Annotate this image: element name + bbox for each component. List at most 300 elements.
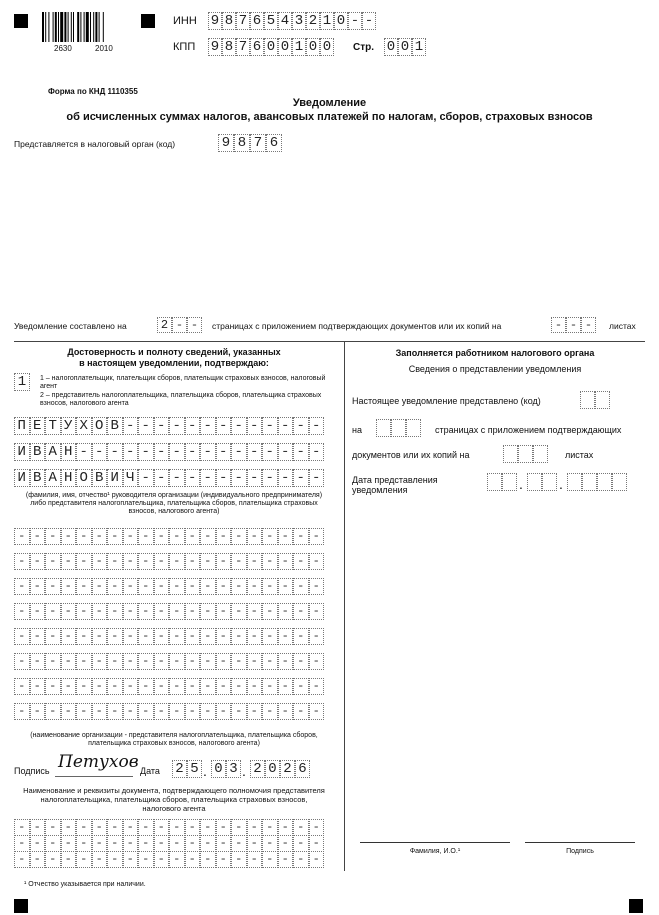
input-cell: - <box>200 835 216 852</box>
input-cell: - <box>30 528 46 545</box>
input-cell: 1 <box>292 38 306 56</box>
input-cell: - <box>107 819 123 836</box>
input-cell: 0 <box>265 760 280 778</box>
input-cell: - <box>30 819 46 836</box>
input-cell: - <box>169 528 185 545</box>
input-cell: - <box>14 653 30 670</box>
input-cell: 9 <box>208 38 222 56</box>
input-cell: - <box>107 528 123 545</box>
input-cell: - <box>45 703 61 720</box>
input-cell: - <box>107 653 123 670</box>
input-cell: - <box>309 443 325 461</box>
input-cell <box>502 473 517 491</box>
input-cell: - <box>14 835 30 852</box>
input-cell: - <box>262 443 278 461</box>
input-cell: О <box>76 469 92 487</box>
input-cell: - <box>200 819 216 836</box>
received-date-month[interactable] <box>527 473 557 491</box>
input-cell: - <box>309 851 325 868</box>
input-cell: 0 <box>320 38 334 56</box>
date-label: Дата <box>140 766 160 776</box>
input-cell: 0 <box>384 38 398 56</box>
input-cell: - <box>123 835 139 852</box>
input-cell: А <box>45 469 61 487</box>
empty-row[interactable] <box>14 678 324 695</box>
pages-count-field[interactable] <box>157 317 202 333</box>
input-cell: - <box>61 819 77 836</box>
input-cell: - <box>154 653 170 670</box>
input-cell: 7 <box>236 38 250 56</box>
barcode-number-right: 2010 <box>95 44 113 53</box>
date-separator: . <box>559 476 563 492</box>
input-cell: - <box>92 678 108 695</box>
input-cell: - <box>30 851 46 868</box>
input-cell: - <box>76 443 92 461</box>
input-cell: - <box>61 703 77 720</box>
input-cell: 8 <box>222 12 236 30</box>
date-month-field[interactable] <box>211 760 241 778</box>
input-cell: - <box>293 417 309 435</box>
input-cell: Ч <box>123 469 139 487</box>
form-title: Уведомление <box>292 97 367 109</box>
empty-row[interactable] <box>14 835 324 852</box>
input-cell: - <box>231 703 247 720</box>
input-cell: - <box>123 678 139 695</box>
inn-label: ИНН <box>173 15 197 27</box>
input-cell: 9 <box>218 134 234 152</box>
barcode-bar <box>99 12 100 42</box>
input-cell: 0 <box>334 12 348 30</box>
form-subtitle: об исчисленных суммах налогов, авансовых платежей по налогам, сборов, страховых взносов <box>66 111 593 123</box>
received-code-field[interactable] <box>580 391 610 409</box>
input-cell: - <box>123 528 139 545</box>
input-cell: Н <box>61 443 77 461</box>
docs-label: документов или их копий на <box>352 450 470 460</box>
input-cell: - <box>92 835 108 852</box>
input-cell: - <box>200 417 216 435</box>
input-cell: - <box>262 603 278 620</box>
kpp-field[interactable] <box>208 38 334 56</box>
input-cell: - <box>185 703 201 720</box>
input-cell: А <box>45 443 61 461</box>
input-cell: 6 <box>266 134 282 152</box>
input-cell: - <box>278 653 294 670</box>
input-cell: - <box>45 553 61 570</box>
input-cell: 0 <box>278 38 292 56</box>
input-cell: - <box>247 528 263 545</box>
input-cell: - <box>231 528 247 545</box>
input-cell: 7 <box>250 134 266 152</box>
input-cell: 6 <box>250 12 264 30</box>
input-cell: - <box>278 851 294 868</box>
input-cell: - <box>154 528 170 545</box>
page-number-field[interactable] <box>384 38 426 56</box>
barcode-bar <box>95 12 97 42</box>
input-cell: - <box>278 443 294 461</box>
input-cell: - <box>231 553 247 570</box>
input-cell: - <box>107 835 123 852</box>
input-cell: - <box>154 443 170 461</box>
input-cell: - <box>76 578 92 595</box>
empty-row[interactable] <box>14 553 324 570</box>
input-cell: - <box>278 553 294 570</box>
input-cell: И <box>14 469 30 487</box>
input-cell: - <box>216 653 232 670</box>
tax-organ-code-field[interactable] <box>218 134 282 152</box>
date-day-field[interactable] <box>172 760 202 778</box>
input-cell: - <box>154 819 170 836</box>
input-cell: - <box>14 819 30 836</box>
input-cell: - <box>278 578 294 595</box>
input-cell <box>527 473 542 491</box>
input-cell: 6 <box>295 760 310 778</box>
input-cell <box>533 445 548 463</box>
input-cell: - <box>30 553 46 570</box>
input-cell: - <box>216 469 232 487</box>
input-cell: - <box>247 578 263 595</box>
input-cell: - <box>200 703 216 720</box>
input-cell: - <box>30 703 46 720</box>
date-received-label-1: Дата представления <box>352 475 438 485</box>
input-cell: - <box>92 628 108 645</box>
input-cell: - <box>138 528 154 545</box>
input-cell: - <box>107 678 123 695</box>
empty-row[interactable] <box>14 628 324 645</box>
input-cell: - <box>216 603 232 620</box>
input-cell: - <box>247 819 263 836</box>
input-cell: - <box>76 603 92 620</box>
input-cell: - <box>278 417 294 435</box>
input-cell: - <box>185 417 201 435</box>
input-cell: 3 <box>226 760 241 778</box>
input-cell: - <box>278 603 294 620</box>
input-cell: - <box>247 469 263 487</box>
pages-label: страницах с приложением подтверждающих <box>435 425 622 435</box>
input-cell: - <box>185 628 201 645</box>
fio-line <box>360 842 510 843</box>
input-cell: - <box>76 678 92 695</box>
input-cell <box>518 445 533 463</box>
signer-option-1: 1 – налогоплательщик, плательщик сборов, плательщик страховых взносов, налоговый агент <box>40 375 326 390</box>
pages-suffix: листах <box>609 321 636 331</box>
input-cell: - <box>154 469 170 487</box>
signature-label: Подпись <box>14 766 50 776</box>
received-date-day[interactable] <box>487 473 517 491</box>
input-cell: 3 <box>292 12 306 30</box>
kpp-label: КПП <box>173 41 196 53</box>
input-cell: 8 <box>222 38 236 56</box>
input-cell: 5 <box>187 760 202 778</box>
input-cell: - <box>45 628 61 645</box>
empty-row[interactable] <box>14 528 324 545</box>
input-cell: - <box>154 835 170 852</box>
input-cell: - <box>262 578 278 595</box>
barcode-bar <box>103 12 104 42</box>
input-cell: - <box>231 819 247 836</box>
input-cell: - <box>76 628 92 645</box>
input-cell: - <box>154 703 170 720</box>
input-cell: И <box>14 443 30 461</box>
input-cell: - <box>92 578 108 595</box>
fio-caption: Фамилия, И.О.¹ <box>409 848 461 855</box>
input-cell: - <box>61 851 77 868</box>
patronymic-field[interactable] <box>14 469 324 487</box>
date-year-field[interactable] <box>250 760 310 778</box>
left-heading-1: Достоверность и полноту сведений, указанных <box>67 347 281 357</box>
input-cell: - <box>247 703 263 720</box>
input-cell: - <box>216 578 232 595</box>
input-cell: - <box>61 653 77 670</box>
input-cell: - <box>123 653 139 670</box>
input-cell: - <box>61 553 77 570</box>
input-cell: - <box>185 443 201 461</box>
input-cell: - <box>185 819 201 836</box>
input-cell: - <box>169 553 185 570</box>
input-cell: В <box>30 469 46 487</box>
input-cell: - <box>169 703 185 720</box>
input-cell: - <box>172 317 187 333</box>
input-cell: - <box>185 603 201 620</box>
input-cell: - <box>216 528 232 545</box>
input-cell: - <box>187 317 202 333</box>
input-cell: - <box>123 417 139 435</box>
input-cell: 2 <box>280 760 295 778</box>
input-cell: - <box>566 317 581 333</box>
input-cell: - <box>61 578 77 595</box>
input-cell: - <box>293 835 309 852</box>
input-cell: - <box>123 443 139 461</box>
corner-marker <box>14 14 28 28</box>
input-cell: - <box>107 603 123 620</box>
input-cell: - <box>293 851 309 868</box>
input-cell <box>567 473 582 491</box>
input-cell: В <box>107 417 123 435</box>
date-received-label-2: уведомления <box>352 485 408 495</box>
document-heading: Наименование и реквизиты документа, подтверждающего полномочия представителя налогоплательщика, плательщика сборов, плательщика страховых взносов, налогового агента <box>23 786 325 813</box>
input-cell: - <box>216 851 232 868</box>
name-field[interactable] <box>14 443 324 461</box>
surname-field[interactable] <box>14 417 324 435</box>
input-cell: - <box>216 703 232 720</box>
input-cell: - <box>169 678 185 695</box>
input-cell: - <box>154 578 170 595</box>
received-date-year[interactable] <box>567 473 627 491</box>
input-cell: - <box>231 443 247 461</box>
input-cell: - <box>30 628 46 645</box>
signature: Петухов <box>58 752 139 772</box>
input-cell: - <box>185 578 201 595</box>
date-separator: . <box>519 476 523 492</box>
barcode-bar <box>71 12 72 42</box>
input-cell: - <box>107 443 123 461</box>
input-cell: Т <box>45 417 61 435</box>
input-cell: - <box>45 603 61 620</box>
input-cell: 0 <box>306 38 320 56</box>
input-cell <box>595 391 610 409</box>
input-cell: - <box>231 417 247 435</box>
barcode-bar <box>58 12 59 42</box>
input-cell: - <box>278 678 294 695</box>
input-cell: - <box>216 417 232 435</box>
input-cell: 6 <box>250 38 264 56</box>
input-cell: - <box>92 653 108 670</box>
empty-row[interactable] <box>14 819 324 836</box>
barcode-number-left: 2630 <box>54 44 72 53</box>
right-heading: Заполняется работником налогового органа <box>395 348 595 358</box>
input-cell: - <box>169 628 185 645</box>
corner-marker <box>14 899 28 913</box>
input-cell: - <box>247 628 263 645</box>
org-note: (наименование организации - представителя налогоплательщика, плательщика сборов, плательщика страховых взносов, налогового агента) <box>30 732 318 747</box>
input-cell: 0 <box>211 760 226 778</box>
input-cell: - <box>138 678 154 695</box>
fio-note: (фамилия, имя, отчество¹ руководителя организации (индивидуального предпринимателя) либо представителя налогоплательщика, плательщика сборов, плательщика страховых взносов, налогового агента) <box>25 492 323 515</box>
barcode-bar <box>84 12 85 42</box>
input-cell: - <box>107 553 123 570</box>
input-cell: - <box>247 417 263 435</box>
input-cell: - <box>231 678 247 695</box>
sheets-label: листах <box>565 450 594 460</box>
input-cell: - <box>231 851 247 868</box>
barcode-bar <box>45 12 46 42</box>
input-cell: - <box>138 603 154 620</box>
input-cell: - <box>107 628 123 645</box>
input-cell: - <box>169 443 185 461</box>
input-cell: У <box>61 417 77 435</box>
input-cell: - <box>92 528 108 545</box>
section-divider <box>14 341 645 342</box>
input-cell: - <box>14 603 30 620</box>
input-cell: - <box>14 528 30 545</box>
input-cell: - <box>45 819 61 836</box>
signer-option-2: 2 – представитель налогоплательщика, плательщика сборов, плательщика страховых взносов, налогового агента <box>40 392 322 407</box>
input-cell: - <box>107 851 123 868</box>
input-cell: - <box>169 653 185 670</box>
on-label: на <box>352 425 362 435</box>
inn-field[interactable] <box>208 12 376 30</box>
input-cell: - <box>30 578 46 595</box>
input-cell: - <box>123 578 139 595</box>
input-cell: - <box>123 603 139 620</box>
input-cell: 2 <box>306 12 320 30</box>
input-cell: 9 <box>208 12 222 30</box>
barcode-bar <box>53 12 54 42</box>
input-cell: - <box>293 703 309 720</box>
input-cell: - <box>200 678 216 695</box>
input-cell: - <box>92 851 108 868</box>
input-cell: Н <box>61 469 77 487</box>
input-cell: - <box>200 628 216 645</box>
input-cell: - <box>200 528 216 545</box>
input-cell: - <box>247 678 263 695</box>
input-cell: - <box>61 835 77 852</box>
input-cell: - <box>247 553 263 570</box>
input-cell: - <box>309 603 325 620</box>
signature-line <box>55 776 133 777</box>
input-cell: - <box>123 628 139 645</box>
input-cell: - <box>76 703 92 720</box>
input-cell: - <box>138 469 154 487</box>
input-cell: 4 <box>278 12 292 30</box>
input-cell: - <box>551 317 566 333</box>
input-cell <box>612 473 627 491</box>
received-sheets-field[interactable] <box>503 445 548 463</box>
input-cell: - <box>92 553 108 570</box>
empty-row[interactable] <box>14 703 324 720</box>
input-cell: 1 <box>412 38 426 56</box>
input-cell: Х <box>76 417 92 435</box>
empty-row[interactable] <box>14 851 324 868</box>
barcode-bar <box>90 12 91 42</box>
input-cell: - <box>185 851 201 868</box>
input-cell: - <box>200 653 216 670</box>
input-cell: - <box>278 703 294 720</box>
copies-count-field[interactable] <box>551 317 596 333</box>
input-cell: - <box>231 835 247 852</box>
input-cell: - <box>200 469 216 487</box>
barcode-bar <box>42 12 44 42</box>
input-cell: - <box>154 628 170 645</box>
input-cell: - <box>293 819 309 836</box>
input-cell: - <box>231 603 247 620</box>
input-cell: - <box>216 835 232 852</box>
input-cell: - <box>30 678 46 695</box>
right-subheading: Сведения о представлении уведомления <box>408 364 582 374</box>
input-cell: - <box>45 835 61 852</box>
pages-prefix: Уведомление составлено на <box>14 321 127 331</box>
input-cell: - <box>138 578 154 595</box>
received-pages-field[interactable] <box>376 419 421 437</box>
input-cell: - <box>200 603 216 620</box>
signer-type-field[interactable] <box>14 373 30 391</box>
empty-row[interactable] <box>14 603 324 620</box>
input-cell: - <box>185 835 201 852</box>
input-cell: - <box>247 653 263 670</box>
barcode-bar <box>77 12 79 42</box>
tax-organ-label: Представляется в налоговый орган (код) <box>14 139 176 149</box>
code-label: Настоящее уведомление представлено (код) <box>352 396 541 406</box>
input-cell: - <box>107 703 123 720</box>
input-cell: - <box>309 469 325 487</box>
barcode-bar <box>55 12 57 42</box>
date-separator: . <box>203 763 207 779</box>
input-cell: - <box>123 819 139 836</box>
input-cell: - <box>200 578 216 595</box>
input-cell: - <box>107 578 123 595</box>
input-cell: - <box>92 443 108 461</box>
input-cell: 5 <box>264 12 278 30</box>
input-cell: - <box>293 678 309 695</box>
input-cell: - <box>247 851 263 868</box>
input-cell: О <box>92 417 108 435</box>
input-cell: - <box>45 678 61 695</box>
empty-row[interactable] <box>14 578 324 595</box>
input-cell: - <box>185 653 201 670</box>
input-cell: - <box>45 653 61 670</box>
barcode-bar <box>73 12 74 42</box>
corner-marker <box>629 899 643 913</box>
input-cell: - <box>293 603 309 620</box>
input-cell: - <box>293 528 309 545</box>
input-cell: Е <box>30 417 46 435</box>
input-cell: - <box>581 317 596 333</box>
input-cell <box>487 473 502 491</box>
input-cell: - <box>293 653 309 670</box>
input-cell: - <box>293 628 309 645</box>
empty-row[interactable] <box>14 653 324 670</box>
input-cell: - <box>61 678 77 695</box>
input-cell <box>391 419 406 437</box>
